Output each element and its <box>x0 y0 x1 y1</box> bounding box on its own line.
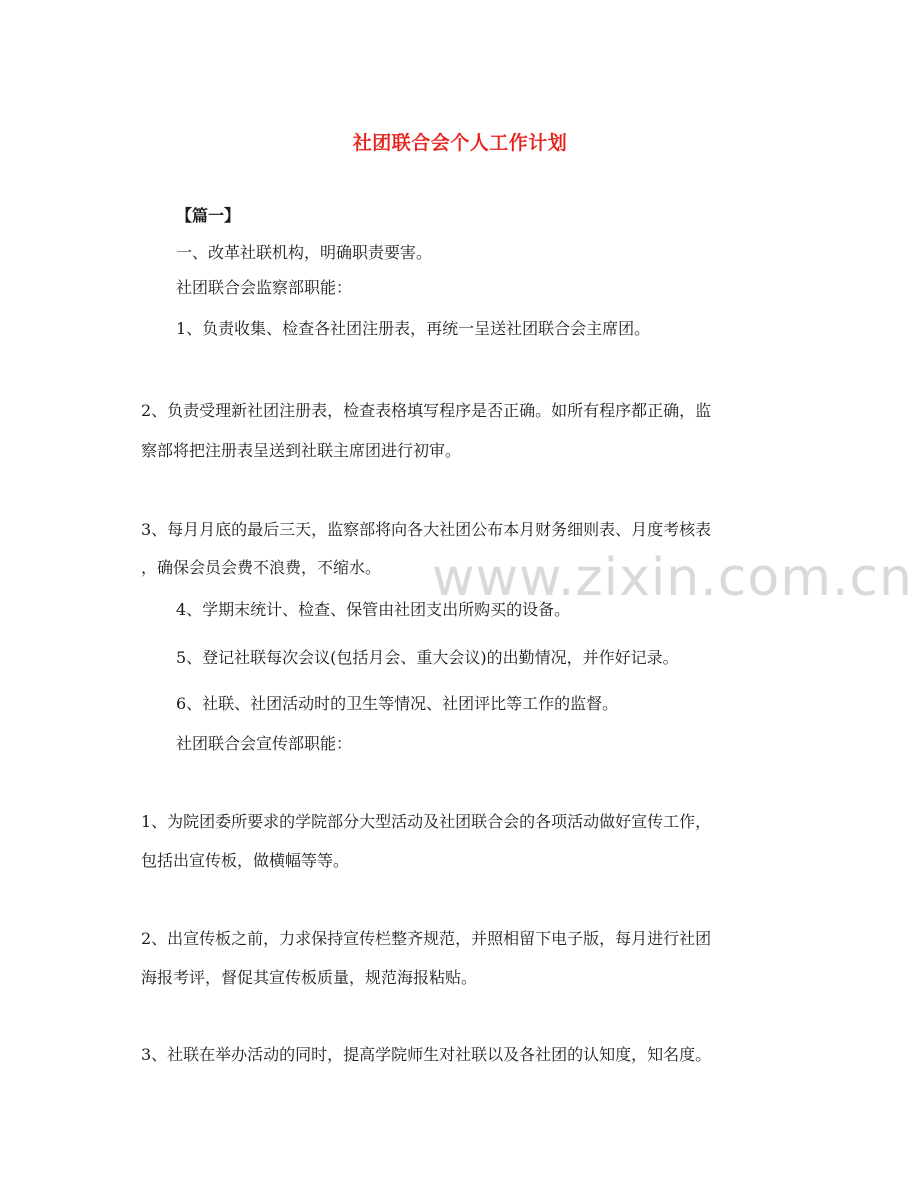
paragraph-line: 6、社联、社团活动时的卫生等情况、社团评比等工作的监督。 <box>176 694 619 713</box>
paragraph-line: 2、出宣传板之前，力求保持宣传栏整齐规范，并照相留下电子版，每月进行社团 <box>141 929 712 948</box>
paragraph-line: 5、登记社联每次会议(包括月会、重大会议)的出勤情况，并作好记录。 <box>176 648 679 667</box>
paragraph-line: 社团联合会宣传部职能： <box>176 734 353 753</box>
paragraph-line: 4、学期末统计、检查、保管由社团支出所购买的设备。 <box>176 600 571 619</box>
paragraph-line: 2、负责受理新社团注册表，检查表格填写程序是否正确。如所有程序都正确，监 <box>141 401 712 420</box>
paragraph-line: 社团联合会监察部职能： <box>176 278 353 297</box>
paragraph-line: ，确保会员会费不浪费，不缩水。 <box>141 558 382 577</box>
document-title: 社团联合会个人工作计划 <box>352 132 568 154</box>
paragraph-line: 包括出宣传板，做横幅等等。 <box>141 851 350 870</box>
paragraph-line: 3、每月月底的最后三天，监察部将向各大社团公布本月财务细则表、月度考核表 <box>141 520 712 539</box>
paragraph-line: 察部将把注册表呈送到社联主席团进行初审。 <box>141 441 462 460</box>
watermark: www.zixin.com.cn <box>432 548 913 608</box>
paragraph-line: 一、改革社联机构，明确职责要害。 <box>176 243 433 262</box>
paragraph-line: 1、负责收集、检查各社团注册表，再统一呈送社团联合会主席团。 <box>176 319 651 338</box>
paragraph-line: 3、社联在举办活动的同时，提高学院师生对社联以及各社团的认知度，知名度。 <box>141 1045 712 1064</box>
paragraph-line: 海报考评，督促其宣传板质量，规范海报粘贴。 <box>141 968 478 987</box>
section-heading: 【篇一】 <box>176 206 241 225</box>
paragraph-line: 1、为院团委所要求的学院部分大型活动及社团联合会的各项活动做好宣传工作， <box>141 812 712 831</box>
